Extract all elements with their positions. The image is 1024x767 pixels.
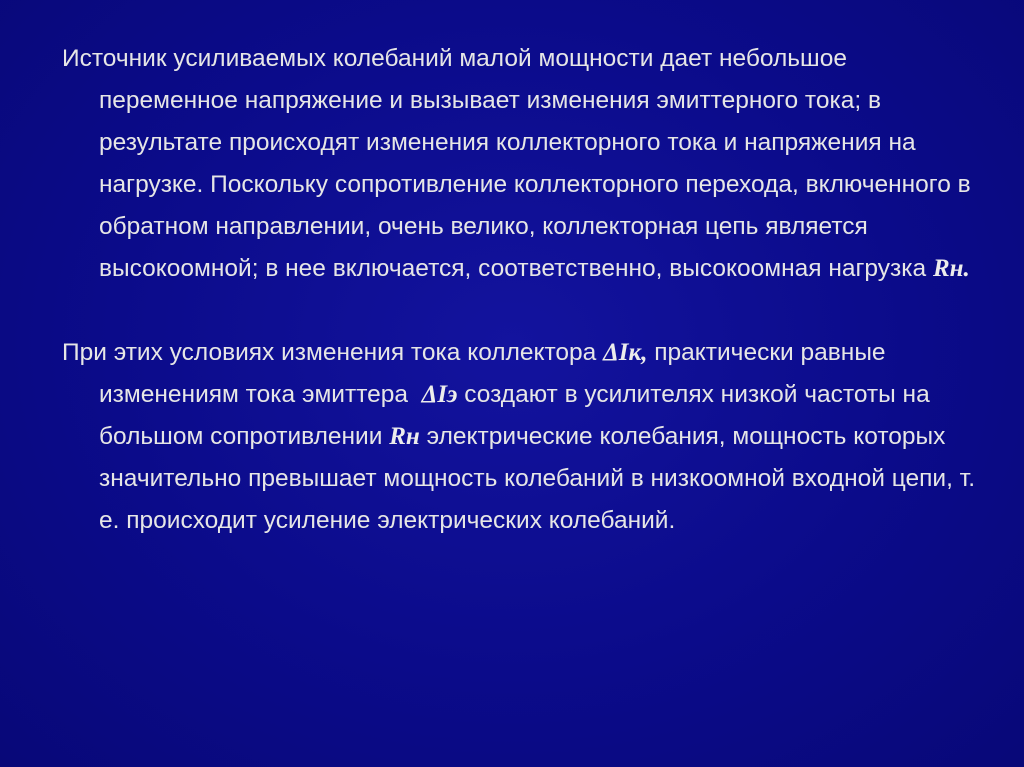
emitter-current-change-symbol: ΔIэ bbox=[421, 381, 458, 408]
paragraph-2-text-c: создают в усилителях низкой частоты на большом сопротивлении bbox=[99, 381, 930, 450]
paragraph-amplification-result bbox=[62, 332, 979, 542]
paragraph-transistor-amplifier bbox=[62, 38, 979, 290]
collector-current-change-symbol: ΔIк, bbox=[603, 339, 648, 366]
paragraph-2-text-b: практически равные изменениям тока эмиттера bbox=[99, 339, 893, 408]
load-resistance-symbol-2: Rн bbox=[389, 423, 420, 450]
load-resistance-symbol: Rн. bbox=[932, 255, 970, 282]
paragraph-1-text: Источник усиливаемых колебаний малой мощности дает небольшое переменное напряжение и вызывает изменения эмиттерного тока; в результате происходят изменения коллекторного тока и напряжения на нагрузке. Поскольку сопротивление коллекторного перехода, включенного в обратном направлении, очень велико, коллекторная цепь является высокоомной; в нее включается, соответственно, высокоомная нагрузка bbox=[62, 45, 971, 282]
paragraph-2-text-a: При этих условиях изменения тока коллектора bbox=[62, 339, 604, 366]
paragraph-2-text-d: электрические колебания, мощность которых значительно превышает мощность колебаний в низкоомной входной цепи, т. е. происходит усиление электрических колебаний. bbox=[99, 423, 975, 534]
